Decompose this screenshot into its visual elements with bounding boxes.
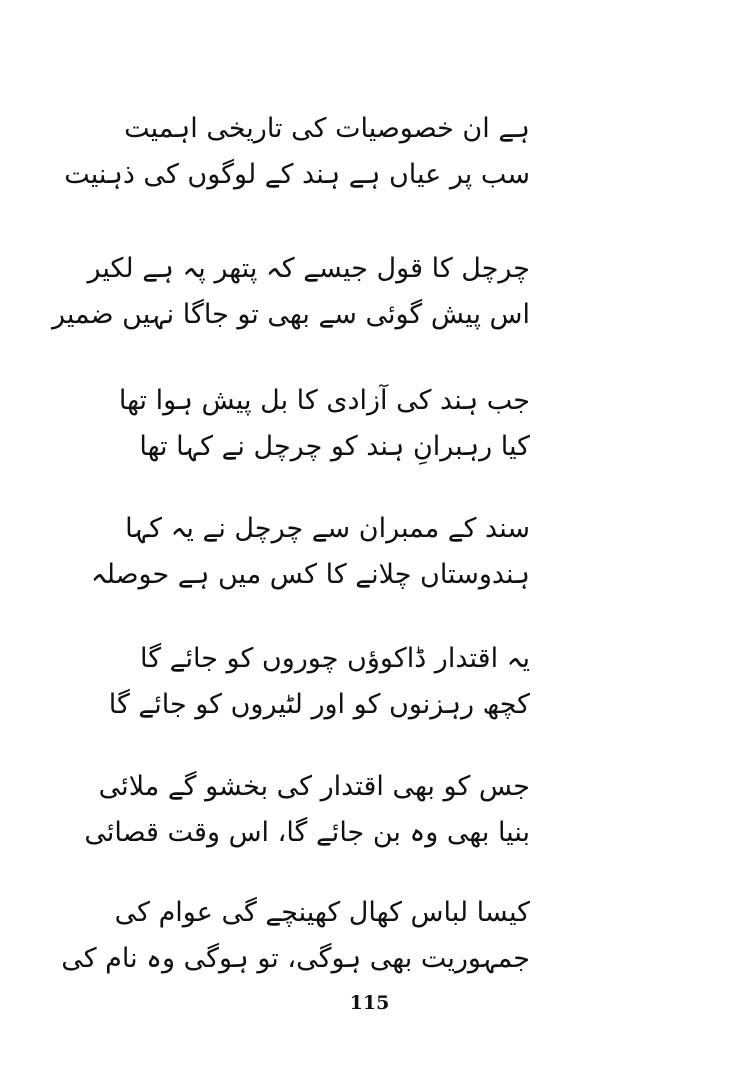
stanza-5 <box>108 636 530 728</box>
verse-line: ہے ان خصوصیات کی تاریخی اہمیت <box>124 113 530 144</box>
verse-line: چرچل کا قول جیسے کہ پتھر پہ ہے لکیر <box>87 253 530 284</box>
verse-line: کچھ رہزنوں کو اور لٹیروں کو جائے گا <box>108 689 530 720</box>
verse-line: جس کو بھی اقتدار کی بخشو گے ملائی <box>98 771 530 802</box>
stanza-4 <box>90 506 530 598</box>
verse-line: یہ اقتدار ڈاکوؤں چوروں کو جائے گا <box>140 643 530 674</box>
stanza-3 <box>118 378 530 470</box>
verse-line: جمہوریت بھی ہوگی، تو ہوگی وہ نام کی <box>61 943 530 974</box>
verse-line: بنیا بھی وہ بن جائے گا، اس وقت قصائی <box>84 817 530 848</box>
verse-line: سند کے ممبران سے چرچل نے یہ کہا <box>125 513 530 544</box>
stanza-6 <box>84 764 530 856</box>
verse-line: جب ہند کی آزادی کا بل پیش ہوا تھا <box>118 385 530 416</box>
stanza-2 <box>51 246 530 338</box>
verse-line: اس پیش گوئی سے بھی تو جاگا نہیں ضمیر <box>51 299 530 330</box>
verse-line: سب پر عیاں ہے ہند کے لوگوں کی ذہنیت <box>64 159 530 190</box>
page-number: 115 <box>349 992 390 1014</box>
verse-line: کیا رہبرانِ ہند کو چرچل نے کہا تھا <box>139 431 530 462</box>
verse-line: ہندوستاں چلانے کا کس میں ہے حوصلہ <box>90 559 530 590</box>
stanza-1 <box>64 106 530 198</box>
stanza-7 <box>61 890 530 982</box>
verse-line: کیسا لباس کھال کھینچے گی عوام کی <box>114 897 530 928</box>
